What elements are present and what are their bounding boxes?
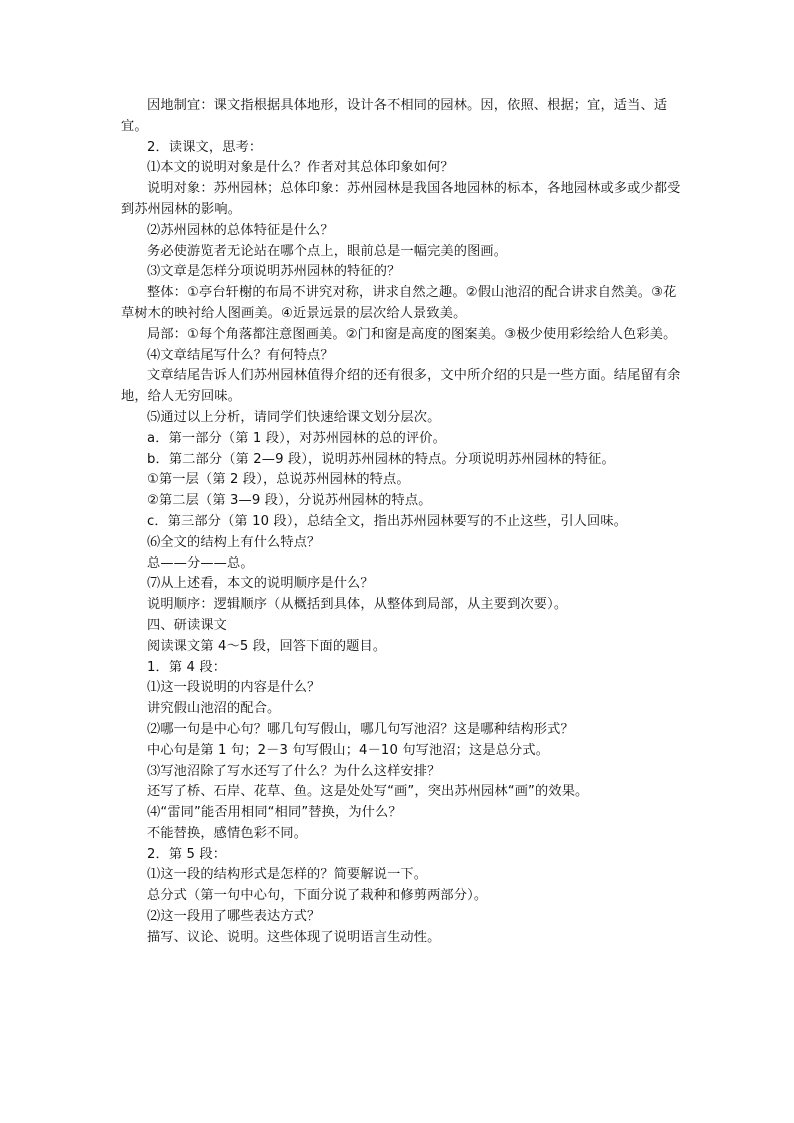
text-line: ⑴本文的说明对象是什么？作者对其总体印象如何？ [147,160,454,176]
text-line: ⑶写池沼除了写水还写了什么？为什么这样安排？ [147,763,441,779]
text-line: 四、研读课文 [147,617,228,633]
text-line: 总分式（第一句中心句，下面分说了栽种和修剪两部分）。 [147,888,488,904]
text-line: c．第三部分（第 10 段），总结全文，指出苏州园林要写的不止这些，引人回味。 [147,513,628,529]
text-line: ⑴这一段的结构形式是怎样的？简要解说一下。 [147,867,428,883]
text-line: 2．读课文，思考： [147,139,263,155]
text-line: ①第一层（第 2 段），总说苏州园林的特点。 [147,472,410,488]
text-line: 总——分——总。 [147,555,254,571]
text-line: 局部：①每个角落都注意图画美。②门和窗是高度的图案美。③极少使用彩绘给人色彩美。 [147,326,677,342]
text-line: b．第二部分（第 2—9 段），说明苏州园林的特点。分项说明苏州园林的特征。 [147,451,615,467]
text-line: 2．第 5 段： [147,846,227,862]
text-line: ⑵这一段用了哪些表达方式？ [147,909,321,925]
text-line: 整体：①亭台轩榭的布局不讲究对称，讲求自然之趣。②假山池沼的配合讲求自然美。③花草树木的映衬给人图画美。④近景远景的层次给人景致美。 [121,285,677,321]
text-line: ②第二层（第 3—9 段），分说苏州园林的特点。 [147,493,432,509]
text-line: ⑵哪一句是中心句？哪几句写假山，哪几句写池沼？这是哪种结构形式？ [147,721,574,737]
text-line: ⑷文章结尾写什么？有何特点？ [147,347,334,363]
document-body [121,96,681,949]
text-line: 描写、议论、说明。这些体现了说明语言生动性。 [147,929,441,945]
text-line: ⑸通过以上分析，请同学们快速给课文划分层次。 [147,409,441,425]
text-line: 中心句是第 1 句；2－3 句写假山；4－10 句写池沼；这是总分式。 [147,742,550,758]
text-line: ⑴这一段说明的内容是什么？ [147,680,321,696]
text-line: ⑺从上述看，本文的说明顺序是什么？ [147,576,374,592]
text-line: 讲究假山池沼的配合。 [147,701,281,717]
text-line: 文章结尾告诉人们苏州园林值得介绍的还有很多，文中所介绍的只是一些方面。结尾留有余地，给人无穷回味。 [121,368,681,405]
text-line: 务必使游览者无论站在哪个点上，眼前总是一幅完美的图画。 [147,243,508,259]
text-line: 说明顺序：逻辑顺序（从概括到具体，从整体到局部，从主要到次要）。 [147,597,568,613]
text-line: a．第一部分（第 1 段），对苏州园林的总的评价。 [147,430,446,446]
text-line: 因地制宜：课文指根据具体地形，设计各不相同的园林。因，依照、根据；宜，适当、适宜。 [121,98,668,134]
text-line: 不能替换，感情色彩不同。 [147,825,308,841]
text-line: ⑹全文的结构上有什么特点？ [147,534,321,550]
text-line: 阅读课文第 4～5 段，回答下面的题目。 [147,638,387,654]
text-line: 1．第 4 段： [147,659,227,675]
text-line: ⑶文章是怎样分项说明苏州园林的特征的？ [147,264,401,280]
text-line: ⑵苏州园林的总体特征是什么？ [147,222,334,238]
text-line: 说明对象：苏州园林；总体印象：苏州园林是我国各地园林的标本，各地园林或多或少都受到苏州园林的影响。 [121,181,681,217]
text-line: ⑷“雷同”能否用相同“相同”替换，为什么？ [147,805,402,821]
text-line: 还写了桥、石岸、花草、鱼。这是处处写“画”，突出苏州园林“画”的效果。 [147,784,589,800]
